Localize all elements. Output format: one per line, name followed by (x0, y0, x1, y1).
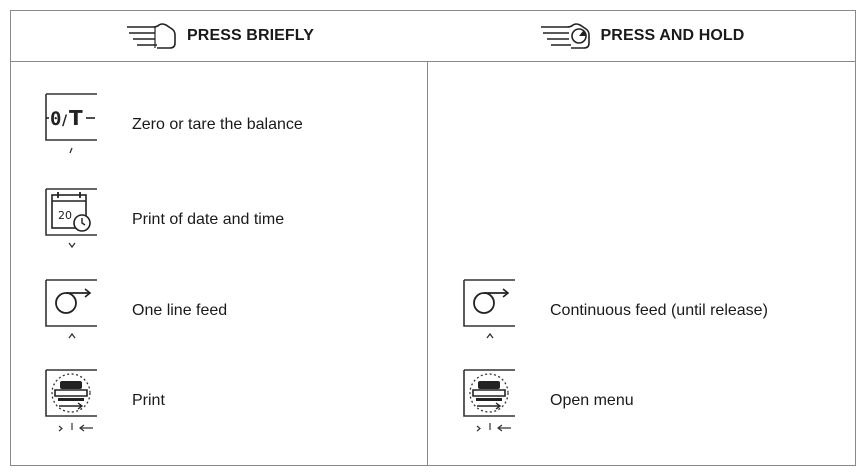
header-divider (11, 61, 855, 62)
printer-key-icon (463, 368, 517, 434)
line-feed-label: One line feed (132, 302, 228, 319)
calendar-clock-key-icon (45, 187, 99, 253)
press-and-hold-header (428, 11, 855, 61)
paper-feed-key-icon (45, 278, 99, 344)
row-print (45, 368, 165, 434)
row-line-feed (45, 278, 227, 344)
hand-press-icon (125, 21, 177, 51)
press-and-hold-title: PRESS AND HOLD (600, 27, 745, 44)
printer-key-icon (45, 368, 99, 434)
paper-feed-key-icon (463, 278, 517, 344)
zero-tare-label: Zero or tare the balance (132, 116, 303, 133)
continuous-feed-label: Continuous feed (until release) (550, 302, 768, 319)
row-zero-tare (45, 92, 303, 158)
key-function-table (10, 10, 856, 466)
print-label: Print (132, 392, 165, 409)
open-menu-label: Open menu (550, 392, 634, 409)
row-date-time (45, 187, 284, 253)
press-briefly-header (11, 11, 428, 61)
row-open-menu (463, 368, 634, 434)
svg-text:20: 20 (58, 209, 72, 222)
row-continuous-feed (463, 278, 768, 344)
column-divider (427, 61, 428, 465)
date-time-label: Print of date and time (132, 211, 285, 228)
press-briefly-title: PRESS BRIEFLY (187, 27, 314, 44)
zero-tare-key-icon (45, 92, 99, 158)
svg-text:0: 0 (50, 108, 62, 130)
svg-text:T: T (69, 106, 83, 130)
hand-press-hold-icon (539, 21, 591, 51)
svg-text:/: / (62, 113, 68, 129)
